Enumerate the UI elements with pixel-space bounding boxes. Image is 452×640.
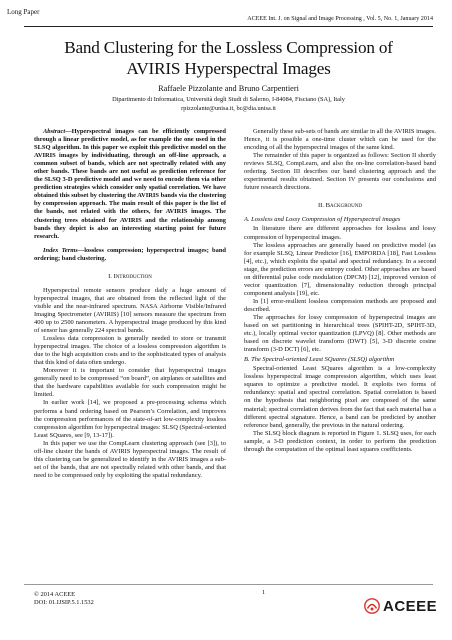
abstract-label: Abstract [43,128,66,135]
paragraph: The approaches for lossy compression of hyperspectral images are based on set partitioning in hierarchical trees (SPIHT-2D, SPIHT-3D, etc.), locally optimal vector quantization (LPVQ) [8]. Other methods are based on discrete wavelet transform (DWT) [5], 3-D discrete cosine transform (3-D DCT) [6], etc. [244,313,436,354]
paragraph: The SLSQ block diagram is reported in Figure 1. SLSQ uses, for each sample, a 3-D prediction context, in order to perform the prediction through the computation of the optimal least squares coefficients. [244,429,436,453]
paragraph: Moreover it is important to consider that hyperspectral images generally need to be compressed “on board”, on airplanes or satellites and that the hardware capabilities available for such compression might be limited. [34,367,226,399]
index-terms [34,247,226,263]
authors: Raffaele Pizzolante and Bruno Carpentieri [158,84,299,93]
page-number: 1 [262,589,266,596]
affiliation-line: Dipartimento di Informatica, Università degli Studi di Salerno, I-84084, Fisciano (SA), Italy [112,96,345,103]
abstract-text: —Hyperspectral images can be efficiently compressed through a linear predictive model, as for example the one used in the SLSQ algorithm. In this paper we exploit this predictive model on the AVIRIS images by individuating, through an off-line approach, a common subset of bands, which are not spectrally related with any other bands. These bands are not useful as prediction reference for the SLSQ 3-D predictive model and we need to encode them via other prediction strategies which consider only spatial correlation. We have obtained this subset by clustering the AVIRIS bands via the clustering by compression approach. The main result of this paper is the list of the bands, not related with the others, for AVIRIS images. The clustering trees obtained for AVIRIS and the relationship among bands they depict is also an interesting starting point for future research. [34,128,226,240]
paragraph: Spectral-oriented Least SQuares algorithm is a low-complexity lossless hyperspectral image compression algorithm, which uses least squares to optimize a predictive model. It exploits two forms of redundancy: spatial and spectral correlation. Spatial correlation is based on the hypothesis that neighboring pixel are composed of the same material; spectral correlation derives from the fact that each material has a different spectral signature. Hence, a band can be predicted by another reference band, generally, the previous in the natural ordering. [244,365,436,429]
paragraph: The lossless approaches are generally based on predictive model (as for example SLSQ, Linear Predictor [16], EMPORDA [18], Fast Lossless [4], etc.), which exploits the spatial and spectral redundancy. In a second stage, the prediction errors are entropy coded. Other approaches are based on differential pulse code modulation (DPCM) [12], improved version of vector quantization [7], dimensionality reduction through principal component analysis [19], etc. [244,241,436,297]
title-line-1: Band Clustering for the Lossless Compression of [64,38,393,57]
affiliation [24,96,433,113]
logo-text: ACEEE [383,597,438,615]
paragraph: Hyperspectral remote sensors produce daily a huge amount of hyperspectral images, that are obtained from the reflected light of the visible and the near-infrared spectrum. NASA Airborne Visible/Infrared Imaging Spectrometer (AVIRIS) [10] sensors measure the spectrum from 400 up to 2500 nanometers. A hyperspectral image produced by this kind of sensor has generally 224 spectral bands. [34,286,226,335]
copyright: © 2014 ACEEE [34,591,76,598]
paragraph: Generally these sub-sets of bands are similar in all the AVIRIS images. Hence, it is possible a one-time cluster which can be used for the encoding of all the hyperspectral images of the same kind. [244,128,436,152]
right-column [244,128,436,454]
paragraph: In literature there are different approaches for lossless and lossy compression of hyperspectral images. [244,225,436,241]
aceee-logo-icon [364,598,380,614]
paragraph: The remainder of this paper is organized as follows: Section II shortly reviews SLSQ, CompLearn, and also the on-line correlation-based band ordering. Section III describes our band clustering approach and the experimental results obtained. Section IV presents our conclusions and future research directions. [244,152,436,192]
index-terms-label: Index Terms [43,246,78,254]
left-column [34,128,226,480]
index-terms-text: —lossless compression; hyperspectral images; band ordering; band clustering. [34,246,226,262]
header-rule [24,26,433,27]
paper-type-label: Long Paper [7,8,40,16]
footer-rule [24,584,433,585]
footer-info [34,591,94,607]
title-line-2: AVIRIS Hyperspectral Images [126,59,331,78]
publisher-logo [364,596,437,616]
subsection-heading-a: A. Lossless and Lossy Compression of Hyperspectral images [244,216,401,224]
paragraph: In [1] error-resilient lossless compression methods are proposed and described. [244,297,436,313]
section-heading-background: II. Background [317,202,363,210]
subsection-heading-b: B. The Spectral-oriented Least SQuares (SLSQ) algorithm [244,356,395,364]
journal-header: ACEEE Int. J. on Signal and Image Processing , Vol. 5, No. 1, January 2014 [247,16,433,22]
author-emails: rpizzolante@unisa.it, bc@dia.unisa.it [181,104,276,112]
section-heading-introduction: I. Introduction [108,272,152,280]
paragraph: In this paper we use the CompLearn clustering approach (see [3]), to off-line cluster the bands of AVIRIS hyperspectral images. The result of this clustering can be generalized to identify in the AVIRIS images a sub-set of the bands, that are not spectrally related with other bands, and that need to be compressed only by exploiting the spatial redundancy. [34,439,226,479]
paragraph: Lossless data compression is generally needed to store or transmit hyperspectral images. The choice of a lossless compression algorithm is due to the high acquisition costs and to the sophisticated types of analysis that this kind of data often undergo. [34,335,226,367]
abstract [34,128,226,241]
doi: DOI: 01.IJSIP.5.1.1532 [34,599,94,606]
paper-title [24,37,433,79]
paragraph: In earlier work [14], we proposed a pre-processing schema which performs a band ordering based on Pearson’s Correlation, and improves the compression performances of the state-of-art low-complexity lossless compression algorithm for hyperspectral images: SLSQ (Spectral-oriented Least SQuares, see [9, 13-17]). [34,399,226,439]
